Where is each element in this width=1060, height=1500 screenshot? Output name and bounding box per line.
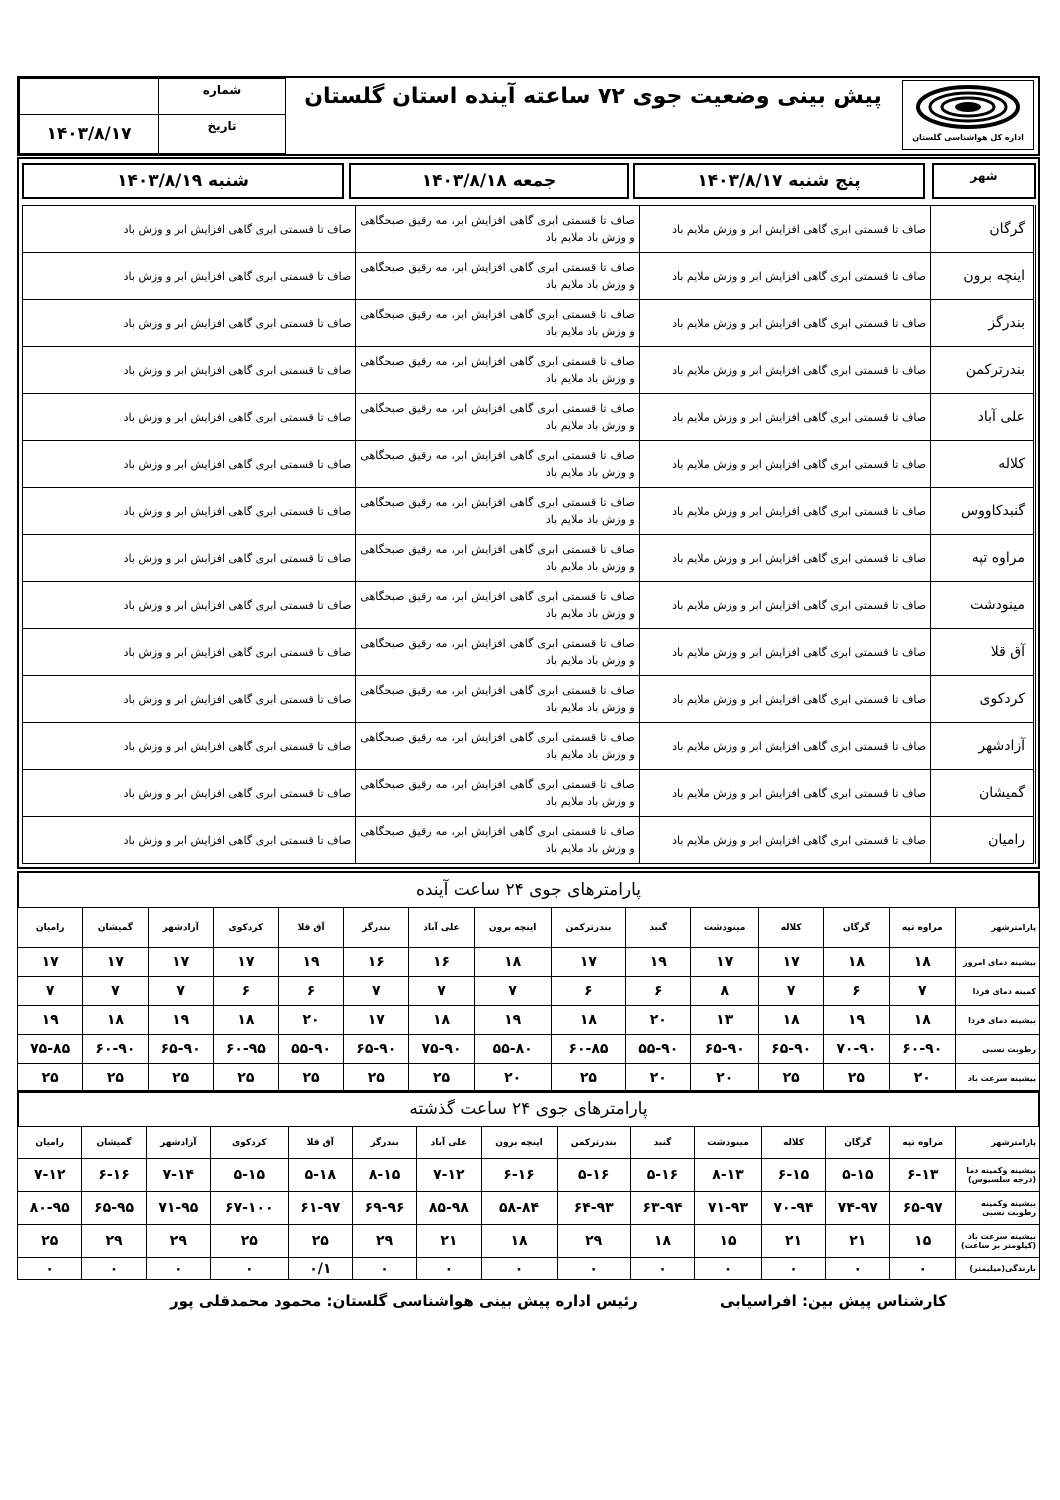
param-city-header: رامیان bbox=[18, 908, 83, 948]
forecast-saturday: صاف تا قسمتی ابری گاهی افزایش ابر و وزش باد bbox=[23, 253, 356, 300]
param-value: ۸۰-۹۵ bbox=[18, 1192, 82, 1225]
number-value bbox=[19, 78, 159, 115]
param-value: ۰/۱ bbox=[288, 1258, 352, 1280]
city-name: علی آباد bbox=[931, 394, 1035, 441]
param-value: ۲۱ bbox=[826, 1225, 890, 1258]
forecast-saturday: صاف تا قسمتی ابری گاهی افزایش ابر و وزش باد bbox=[23, 394, 356, 441]
param-value: ۶ bbox=[626, 977, 691, 1006]
forecast-friday: صاف تا قسمتی ابری گاهی افزایش ابر، مه رقیق صبحگاهی و وزش باد ملایم باد bbox=[356, 253, 639, 300]
forecast-friday: صاف تا قسمتی ابری گاهی افزایش ابر، مه رقیق صبحگاهی و وزش باد ملایم باد bbox=[356, 488, 639, 535]
param-city-header: کردکوی bbox=[210, 1127, 288, 1159]
city-name: کردکوی bbox=[931, 676, 1035, 723]
param-value: ۲۵ bbox=[759, 1064, 824, 1093]
day-header-saturday: شنبه ۱۴۰۳/۸/۱۹ bbox=[22, 163, 344, 199]
param-value: ۱۷ bbox=[213, 948, 278, 977]
param-value: ۰ bbox=[352, 1258, 416, 1280]
param-value: ۶۱-۹۷ bbox=[288, 1192, 352, 1225]
param-value: ۱۷ bbox=[148, 948, 213, 977]
param-row bbox=[18, 948, 1040, 977]
forecast-friday: صاف تا قسمتی ابری گاهی افزایش ابر، مه رقیق صبحگاهی و وزش باد ملایم باد bbox=[356, 206, 639, 253]
param-value: ۲۵ bbox=[210, 1225, 288, 1258]
param-value: ۶ bbox=[213, 977, 278, 1006]
param-header-row bbox=[18, 908, 1040, 948]
param-value: ۶۰-۹۵ bbox=[213, 1035, 278, 1064]
forecast-row bbox=[23, 488, 1035, 535]
param-value: ۱۷ bbox=[551, 948, 625, 977]
forecast-saturday: صاف تا قسمتی ابری گاهی افزایش ابر و وزش باد bbox=[23, 676, 356, 723]
param-value: ۷۴-۹۷ bbox=[826, 1192, 890, 1225]
param-city-header: بندرگز bbox=[352, 1127, 416, 1159]
param-value: ۷-۱۲ bbox=[417, 1159, 481, 1192]
day-header-friday: جمعه ۱۴۰۳/۸/۱۸ bbox=[349, 163, 629, 199]
param-value: ۲۰ bbox=[626, 1064, 691, 1093]
param-value: ۲۵ bbox=[83, 1064, 148, 1093]
param-value: ۵-۱۵ bbox=[826, 1159, 890, 1192]
param-value: ۱۶ bbox=[344, 948, 409, 977]
param-city-header: مینودشت bbox=[695, 1127, 762, 1159]
param-value: ۲۰ bbox=[691, 1064, 759, 1093]
forecast-friday: صاف تا قسمتی ابری گاهی افزایش ابر، مه رقیق صبحگاهی و وزش باد ملایم باد bbox=[356, 723, 639, 770]
forecast-row bbox=[23, 817, 1035, 864]
forecast-saturday: صاف تا قسمتی ابری گاهی افزایش ابر و وزش باد bbox=[23, 535, 356, 582]
param-row bbox=[18, 1006, 1040, 1035]
param-value: ۰ bbox=[695, 1258, 762, 1280]
param-label: بیشینه دمای امروز bbox=[956, 948, 1040, 977]
param-value: ۱۸ bbox=[213, 1006, 278, 1035]
param-value: ۷-۱۲ bbox=[18, 1159, 82, 1192]
param-city-header: کلاله bbox=[759, 908, 824, 948]
param-city-header: علی آباد bbox=[417, 1127, 481, 1159]
org-logo bbox=[902, 80, 1034, 150]
param-corner-label: پارامترشهر bbox=[956, 908, 1040, 948]
param-value: ۶۵-۹۰ bbox=[148, 1035, 213, 1064]
param-value: ۱۶ bbox=[409, 948, 474, 977]
param-city-header: گنبد bbox=[630, 1127, 694, 1159]
forecast-saturday: صاف تا قسمتی ابری گاهی افزایش ابر و وزش باد bbox=[23, 770, 356, 817]
param-value: ۱۷ bbox=[691, 948, 759, 977]
forecast-row bbox=[23, 441, 1035, 488]
param-value: ۶۰-۸۵ bbox=[551, 1035, 625, 1064]
param-value: ۷۵-۸۵ bbox=[18, 1035, 83, 1064]
param-value: ۲۵ bbox=[409, 1064, 474, 1093]
city-name: رامیان bbox=[931, 817, 1035, 864]
param-label: بیشینه وکمینه رطوبت نسبی bbox=[956, 1192, 1040, 1225]
forecast-row bbox=[23, 582, 1035, 629]
param-value: ۱۸ bbox=[824, 948, 889, 977]
param-row bbox=[18, 1159, 1040, 1192]
param-row bbox=[18, 1192, 1040, 1225]
param-label: بارندگی(میلیمتر) bbox=[956, 1258, 1040, 1280]
param-value: ۲۵ bbox=[18, 1064, 83, 1093]
param-value: ۰ bbox=[481, 1258, 557, 1280]
city-name: بندرگز bbox=[931, 300, 1035, 347]
param-value: ۱۵ bbox=[695, 1225, 762, 1258]
param-value: ۲۹ bbox=[557, 1225, 630, 1258]
param-city-header: گنبد bbox=[626, 908, 691, 948]
param-value: ۷-۱۴ bbox=[146, 1159, 210, 1192]
param-value: ۱۸ bbox=[889, 948, 956, 977]
forecast-saturday: صاف تا قسمتی ابری گاهی افزایش ابر و وزش باد bbox=[23, 817, 356, 864]
param-value: ۰ bbox=[210, 1258, 288, 1280]
forecast-thursday: صاف تا قسمتی ابری گاهی افزایش ابر و وزش ملایم باد bbox=[639, 206, 930, 253]
param-value: ۷ bbox=[889, 977, 956, 1006]
param-value: ۰ bbox=[18, 1258, 82, 1280]
param-value: ۷ bbox=[18, 977, 83, 1006]
param-value: ۲۵ bbox=[148, 1064, 213, 1093]
param-value: ۲۵ bbox=[344, 1064, 409, 1093]
param-value: ۱۸ bbox=[409, 1006, 474, 1035]
param-value: ۱۷ bbox=[344, 1006, 409, 1035]
param-city-header: گرگان bbox=[826, 1127, 890, 1159]
param-value: ۱۷ bbox=[18, 948, 83, 977]
param-value: ۷ bbox=[474, 977, 551, 1006]
param-value: ۸ bbox=[691, 977, 759, 1006]
param-value: ۶۵-۹۰ bbox=[691, 1035, 759, 1064]
param-value: ۶-۱۶ bbox=[481, 1159, 557, 1192]
param-value: ۱۹ bbox=[474, 1006, 551, 1035]
param-value: ۱۸ bbox=[630, 1225, 694, 1258]
param-city-header: کلاله bbox=[761, 1127, 825, 1159]
param-city-header: اینچه برون bbox=[474, 908, 551, 948]
page-title: پیش بینی وضعیت جوی ۷۲ ساعته آینده استان گلستان bbox=[304, 84, 882, 109]
param-value: ۰ bbox=[826, 1258, 890, 1280]
param-city-header: بندرترکمن bbox=[551, 908, 625, 948]
param-value: ۰ bbox=[417, 1258, 481, 1280]
param-value: ۲۵ bbox=[551, 1064, 625, 1093]
param-city-header: آق قلا bbox=[288, 1127, 352, 1159]
param-value: ۶۰-۹۰ bbox=[83, 1035, 148, 1064]
param-value: ۵-۱۸ bbox=[288, 1159, 352, 1192]
city-name: آزادشهر bbox=[931, 723, 1035, 770]
date-label: تاریخ bbox=[158, 114, 286, 154]
param-value: ۱۷ bbox=[83, 948, 148, 977]
day-header-thursday: پنج شنبه ۱۴۰۳/۸/۱۷ bbox=[633, 163, 925, 199]
param-value: ۶ bbox=[824, 977, 889, 1006]
forecast-table bbox=[22, 205, 1036, 864]
param-city-header: گمیشان bbox=[82, 1127, 146, 1159]
param-value: ۲۹ bbox=[82, 1225, 146, 1258]
param-value: ۰ bbox=[630, 1258, 694, 1280]
param-value: ۶۵-۹۷ bbox=[890, 1192, 956, 1225]
param-value: ۶۳-۹۴ bbox=[630, 1192, 694, 1225]
forecast-row bbox=[23, 253, 1035, 300]
param-value: ۶-۱۵ bbox=[761, 1159, 825, 1192]
param-value: ۶۵-۹۰ bbox=[759, 1035, 824, 1064]
param-label: بیشینه دمای فردا bbox=[956, 1006, 1040, 1035]
forecaster-signature: کارشناس پیش بین: افراسیابی bbox=[720, 1292, 947, 1310]
param-value: ۱۸ bbox=[889, 1006, 956, 1035]
forecast-saturday: صاف تا قسمتی ابری گاهی افزایش ابر و وزش باد bbox=[23, 347, 356, 394]
param-city-header: آق قلا bbox=[278, 908, 343, 948]
param-value: ۵۵-۹۰ bbox=[626, 1035, 691, 1064]
forecast-friday: صاف تا قسمتی ابری گاهی افزایش ابر، مه رقیق صبحگاهی و وزش باد ملایم باد bbox=[356, 441, 639, 488]
forecast-saturday: صاف تا قسمتی ابری گاهی افزایش ابر و وزش باد bbox=[23, 300, 356, 347]
param-label: بیشینه وکمینه دما (درجه سلسیوس) bbox=[956, 1159, 1040, 1192]
param-value: ۶۰-۹۰ bbox=[889, 1035, 956, 1064]
param-value: ۲۰ bbox=[474, 1064, 551, 1093]
forecast-saturday: صاف تا قسمتی ابری گاهی افزایش ابر و وزش باد bbox=[23, 441, 356, 488]
forecast-saturday: صاف تا قسمتی ابری گاهی افزایش ابر و وزش باد bbox=[23, 629, 356, 676]
forecast-row bbox=[23, 300, 1035, 347]
forecast-friday: صاف تا قسمتی ابری گاهی افزایش ابر، مه رقیق صبحگاهی و وزش باد ملایم باد bbox=[356, 629, 639, 676]
param-value: ۶۹-۹۶ bbox=[352, 1192, 416, 1225]
param-label: رطوبت نسبی bbox=[956, 1035, 1040, 1064]
param-label: بیشینه سرعت باد bbox=[956, 1064, 1040, 1093]
param-value: ۱۸ bbox=[759, 1006, 824, 1035]
param-row bbox=[18, 977, 1040, 1006]
param-value: ۷۱-۹۵ bbox=[146, 1192, 210, 1225]
forecast-row bbox=[23, 770, 1035, 817]
forecast-friday: صاف تا قسمتی ابری گاهی افزایش ابر، مه رقیق صبحگاهی و وزش باد ملایم باد bbox=[356, 817, 639, 864]
param-city-header: بندرگز bbox=[344, 908, 409, 948]
param-value: ۲۵ bbox=[824, 1064, 889, 1093]
param-value: ۲۰ bbox=[626, 1006, 691, 1035]
param-value: ۲۰ bbox=[889, 1064, 956, 1093]
forecast-row bbox=[23, 206, 1035, 253]
param-value: ۶-۱۶ bbox=[82, 1159, 146, 1192]
param-city-header: گمیشان bbox=[83, 908, 148, 948]
city-name: گنبدکاووس bbox=[931, 488, 1035, 535]
param-value: ۰ bbox=[146, 1258, 210, 1280]
city-name: مراوه تپه bbox=[931, 535, 1035, 582]
param-city-header: بندرترکمن bbox=[557, 1127, 630, 1159]
param-value: ۱۹ bbox=[278, 948, 343, 977]
param-value: ۷ bbox=[344, 977, 409, 1006]
param-corner-label: پارامترشهر bbox=[956, 1127, 1040, 1159]
param-value: ۱۹ bbox=[18, 1006, 83, 1035]
param-value: ۱۵ bbox=[890, 1225, 956, 1258]
forecast-row bbox=[23, 394, 1035, 441]
forecast-thursday: صاف تا قسمتی ابری گاهی افزایش ابر و وزش ملایم باد bbox=[639, 535, 930, 582]
city-name: کلاله bbox=[931, 441, 1035, 488]
param-value: ۸-۱۳ bbox=[695, 1159, 762, 1192]
param-value: ۶۷-۱۰۰ bbox=[210, 1192, 288, 1225]
param-city-header: مینودشت bbox=[691, 908, 759, 948]
forecast-thursday: صاف تا قسمتی ابری گاهی افزایش ابر و وزش ملایم باد bbox=[639, 253, 930, 300]
param-row bbox=[18, 1064, 1040, 1093]
forecast-friday: صاف تا قسمتی ابری گاهی افزایش ابر، مه رقیق صبحگاهی و وزش باد ملایم باد bbox=[356, 535, 639, 582]
param-value: ۰ bbox=[761, 1258, 825, 1280]
param-value: ۱۸ bbox=[83, 1006, 148, 1035]
param-value: ۱۹ bbox=[824, 1006, 889, 1035]
city-name: اینچه برون bbox=[931, 253, 1035, 300]
param-row bbox=[18, 1225, 1040, 1258]
param-value: ۲۵ bbox=[213, 1064, 278, 1093]
forecast-saturday: صاف تا قسمتی ابری گاهی افزایش ابر و وزش باد bbox=[23, 582, 356, 629]
city-column-header: شهر bbox=[932, 163, 1036, 199]
param-value: ۵-۱۵ bbox=[210, 1159, 288, 1192]
param-value: ۶-۱۳ bbox=[890, 1159, 956, 1192]
forecast-thursday: صاف تا قسمتی ابری گاهی افزایش ابر و وزش ملایم باد bbox=[639, 488, 930, 535]
forecast-thursday: صاف تا قسمتی ابری گاهی افزایش ابر و وزش ملایم باد bbox=[639, 441, 930, 488]
city-name: بندرترکمن bbox=[931, 347, 1035, 394]
param-value: ۱۹ bbox=[626, 948, 691, 977]
param-value: ۵-۱۶ bbox=[630, 1159, 694, 1192]
param-city-header: رامیان bbox=[18, 1127, 82, 1159]
forecast-thursday: صاف تا قسمتی ابری گاهی افزایش ابر و وزش ملایم باد bbox=[639, 676, 930, 723]
param-city-header: مراوه تپه bbox=[889, 908, 956, 948]
param-value: ۲۱ bbox=[417, 1225, 481, 1258]
forecast-friday: صاف تا قسمتی ابری گاهی افزایش ابر، مه رقیق صبحگاهی و وزش باد ملایم باد bbox=[356, 582, 639, 629]
param-label: بیشینه سرعت باد (کیلومتر بر ساعت) bbox=[956, 1225, 1040, 1258]
logo-org-text: اداره کل هواشناسی گلستان bbox=[912, 133, 1024, 142]
param-value: ۷ bbox=[83, 977, 148, 1006]
param-value: ۵-۱۶ bbox=[557, 1159, 630, 1192]
param-city-header: آزادشهر bbox=[148, 908, 213, 948]
param-value: ۷۱-۹۳ bbox=[695, 1192, 762, 1225]
forecast-row bbox=[23, 347, 1035, 394]
param-city-header: گرگان bbox=[824, 908, 889, 948]
param-value: ۵۵-۸۰ bbox=[474, 1035, 551, 1064]
forecast-friday: صاف تا قسمتی ابری گاهی افزایش ابر، مه رقیق صبحگاهی و وزش باد ملایم باد bbox=[356, 300, 639, 347]
city-name: گرگان bbox=[931, 206, 1035, 253]
forecast-thursday: صاف تا قسمتی ابری گاهی افزایش ابر و وزش ملایم باد bbox=[639, 394, 930, 441]
date-value: ۱۴۰۳/۸/۱۷ bbox=[19, 114, 159, 154]
param-value: ۸-۱۵ bbox=[352, 1159, 416, 1192]
forecast-row bbox=[23, 676, 1035, 723]
param-value: ۰ bbox=[890, 1258, 956, 1280]
param-value: ۱۸ bbox=[481, 1225, 557, 1258]
param-value: ۰ bbox=[82, 1258, 146, 1280]
param-value: ۲۵ bbox=[288, 1225, 352, 1258]
param-value: ۲۰ bbox=[278, 1006, 343, 1035]
param-value: ۲۵ bbox=[18, 1225, 82, 1258]
param-value: ۵۸-۸۴ bbox=[481, 1192, 557, 1225]
param-value: ۷۰-۹۰ bbox=[824, 1035, 889, 1064]
head-signature: رئیس اداره پیش بینی هواشناسی گلستان: محمود محمدقلی پور bbox=[170, 1292, 638, 1310]
param-row bbox=[18, 1035, 1040, 1064]
param-value: ۵۵-۹۰ bbox=[278, 1035, 343, 1064]
param-city-header: مراوه تپه bbox=[890, 1127, 956, 1159]
param-label: کمینه دمای فردا bbox=[956, 977, 1040, 1006]
param-header-row bbox=[18, 1127, 1040, 1159]
forecast-thursday: صاف تا قسمتی ابری گاهی افزایش ابر و وزش ملایم باد bbox=[639, 582, 930, 629]
forecast-row bbox=[23, 629, 1035, 676]
param-value: ۲۵ bbox=[278, 1064, 343, 1093]
city-name: آق قلا bbox=[931, 629, 1035, 676]
forecast-friday: صاف تا قسمتی ابری گاهی افزایش ابر، مه رقیق صبحگاهی و وزش باد ملایم باد bbox=[356, 770, 639, 817]
past24-title: پارامترهای جوی ۲۴ ساعت گذشته bbox=[17, 1090, 1040, 1126]
past24-table bbox=[17, 1126, 1040, 1280]
param-value: ۸۵-۹۸ bbox=[417, 1192, 481, 1225]
forecast-thursday: صاف تا قسمتی ابری گاهی افزایش ابر و وزش ملایم باد bbox=[639, 300, 930, 347]
forecast-thursday: صاف تا قسمتی ابری گاهی افزایش ابر و وزش ملایم باد bbox=[639, 770, 930, 817]
param-value: ۲۹ bbox=[352, 1225, 416, 1258]
param-value: ۷۰-۹۴ bbox=[761, 1192, 825, 1225]
param-value: ۱۳ bbox=[691, 1006, 759, 1035]
param-value: ۶۵-۹۰ bbox=[344, 1035, 409, 1064]
next24-table bbox=[17, 907, 1040, 1093]
param-value: ۶۵-۹۵ bbox=[82, 1192, 146, 1225]
param-value: ۷ bbox=[759, 977, 824, 1006]
param-value: ۰ bbox=[557, 1258, 630, 1280]
forecast-row bbox=[23, 535, 1035, 582]
forecast-saturday: صاف تا قسمتی ابری گاهی افزایش ابر و وزش باد bbox=[23, 206, 356, 253]
param-value: ۱۹ bbox=[148, 1006, 213, 1035]
param-value: ۷۵-۹۰ bbox=[409, 1035, 474, 1064]
forecast-friday: صاف تا قسمتی ابری گاهی افزایش ابر، مه رقیق صبحگاهی و وزش باد ملایم باد bbox=[356, 394, 639, 441]
param-city-header: کردکوی bbox=[213, 908, 278, 948]
forecast-friday: صاف تا قسمتی ابری گاهی افزایش ابر، مه رقیق صبحگاهی و وزش باد ملایم باد bbox=[356, 347, 639, 394]
param-value: ۱۸ bbox=[474, 948, 551, 977]
param-value: ۶ bbox=[551, 977, 625, 1006]
param-value: ۱۸ bbox=[551, 1006, 625, 1035]
forecast-saturday: صاف تا قسمتی ابری گاهی افزایش ابر و وزش باد bbox=[23, 723, 356, 770]
param-value: ۱۷ bbox=[759, 948, 824, 977]
param-value: ۲۱ bbox=[761, 1225, 825, 1258]
param-city-header: اینچه برون bbox=[481, 1127, 557, 1159]
city-name: گمیشان bbox=[931, 770, 1035, 817]
param-value: ۷ bbox=[409, 977, 474, 1006]
forecast-row bbox=[23, 723, 1035, 770]
param-value: ۷ bbox=[148, 977, 213, 1006]
forecast-thursday: صاف تا قسمتی ابری گاهی افزایش ابر و وزش ملایم باد bbox=[639, 629, 930, 676]
forecast-thursday: صاف تا قسمتی ابری گاهی افزایش ابر و وزش ملایم باد bbox=[639, 347, 930, 394]
forecast-thursday: صاف تا قسمتی ابری گاهی افزایش ابر و وزش ملایم باد bbox=[639, 723, 930, 770]
param-value: ۶ bbox=[278, 977, 343, 1006]
next24-title: پارامترهای جوی ۲۴ ساعت آینده bbox=[17, 871, 1040, 907]
forecast-thursday: صاف تا قسمتی ابری گاهی افزایش ابر و وزش ملایم باد bbox=[639, 817, 930, 864]
city-name: مینودشت bbox=[931, 582, 1035, 629]
number-label: شماره bbox=[158, 78, 286, 115]
param-city-header: علی آباد bbox=[409, 908, 474, 948]
param-city-header: آزادشهر bbox=[146, 1127, 210, 1159]
forecast-saturday: صاف تا قسمتی ابری گاهی افزایش ابر و وزش باد bbox=[23, 488, 356, 535]
param-value: ۲۹ bbox=[146, 1225, 210, 1258]
param-row bbox=[18, 1258, 1040, 1280]
forecast-friday: صاف تا قسمتی ابری گاهی افزایش ابر، مه رقیق صبحگاهی و وزش باد ملایم باد bbox=[356, 676, 639, 723]
param-value: ۶۴-۹۳ bbox=[557, 1192, 630, 1225]
